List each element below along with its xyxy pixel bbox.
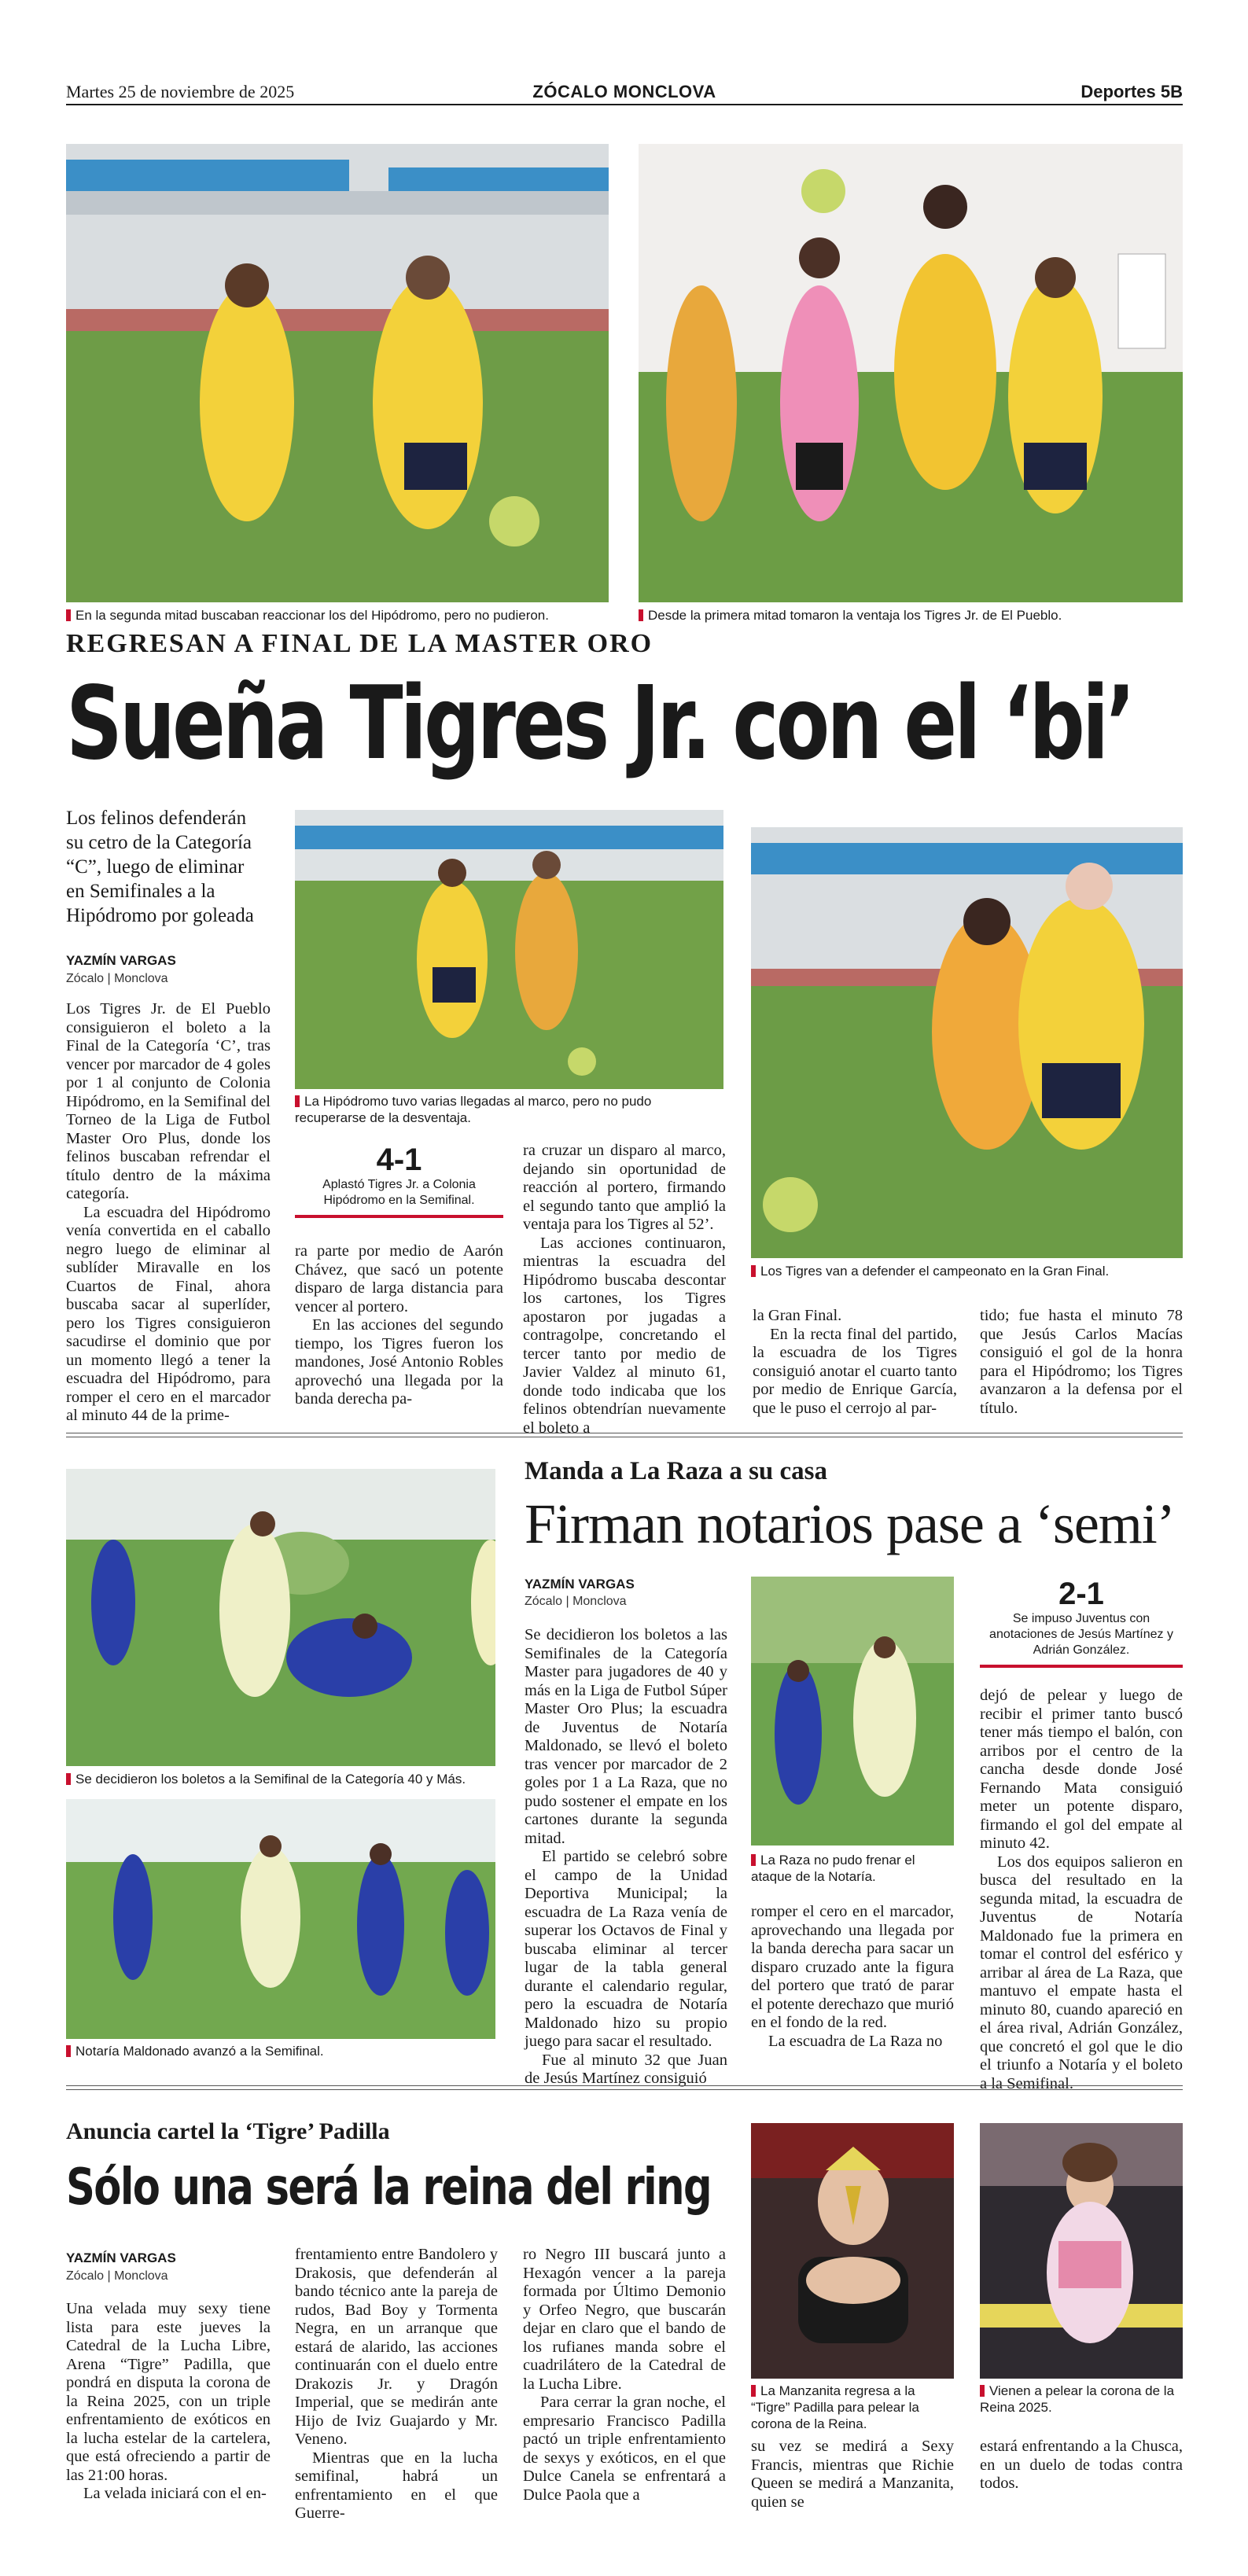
article-deck: Los felinos defenderán su cetro de la Categoría “C”, luego de eliminar en Semifinales a la Hipódromo por goleada [66, 808, 254, 926]
photo-caption [639, 607, 1183, 624]
photo-wrestler-2 [980, 2123, 1183, 2379]
paragraph: frentamiento entre Bandolero y Drakosis, que defenderán al bando técnico ante la pareja de rudos, Bad Boy y Tormenta Negra, en un arranque que estará de alarido, las acciones continuarán con el duelo entre Drakozis Jr. y Dragón Imperial, que se medirán ante Hijo de Iviz Guajardo y Mr. Veneno. [295, 2246, 498, 2448]
byline-source: Zócalo | Monclova [66, 972, 168, 985]
article-column [753, 1307, 957, 1418]
caption-marker [66, 609, 71, 621]
article-column [295, 1242, 503, 1409]
section-divider [66, 2085, 1183, 2090]
photo-soccer-7 [751, 1577, 954, 1846]
caption-marker [66, 2045, 71, 2057]
caption-text: Los Tigres van a defender el campeonato en la Gran Final. [760, 1264, 1110, 1279]
caption-text: La Hipódromo tuvo varias llegadas al marco, pero no pudo recuperarse de la desventaja. [295, 1094, 652, 1125]
photo-wrestler-1 [751, 2123, 954, 2379]
score-box [980, 1577, 1183, 1668]
photo-soccer-3 [295, 810, 723, 1089]
caption-text: Se decidieron los boletos a la Semifinal de la Categoría 40 y Más. [75, 1772, 466, 1787]
byline: YAZMÍN VARGAS [66, 953, 176, 968]
caption-marker [295, 1095, 300, 1107]
paragraph: Una velada muy sexy tiene lista para este jueves la Catedral de la Lucha Libre, Arena “Tigre” Padilla, que pondrá en disputa la corona de la Reina 2025, con un triple enfrentamiento de exóticos en la lucha estelar de la cartelera, que está ofreciendo a partir de las 21:00 horas. [66, 2300, 271, 2484]
paragraph: estará enfrentando a la Chusca, en un duelo de todas contra todos. [980, 2438, 1183, 2492]
article-kicker: REGRESAN A FINAL DE LA MASTER ORO [66, 629, 653, 658]
paragraph: ra parte por medio de Aarón Chávez, que sacó un potente disparo de larga distancia para vencer al portero. [295, 1242, 503, 1316]
photo-soccer-6 [66, 1799, 495, 2039]
score-value: 2-1 [1058, 1577, 1104, 1611]
paragraph: Se decidieron los boletos a las Semifinales de la Categoría Master para jugadores de 40 y más en la Liga de Futbol Súper Master Oro Plus; la escuadra de Juventus de Notaría Maldonado, se llevó el boleto tras vencer por marcador de 2 goles por 1 a La Raza, que no pudo sostener el empate en los cartones durante la segunda mitad. [525, 1626, 727, 1847]
article-headline: Sueña Tigres Jr. con el ‘bi’ [66, 665, 1133, 782]
article-kicker: Manda a La Raza a su casa [525, 1457, 828, 1485]
paragraph: Las acciones continuaron, mientras la escuadra del Hipódromo buscaba descontar los cartones, los Tigres apostaron por jugadas a contragolpe, concretando el tercer tanto por medio de Javier Valdez al minuto 61, donde todo indicaba que los felinos obtendrían nuevamente el boleto a [523, 1234, 726, 1437]
section-divider [66, 1433, 1183, 1437]
paragraph: En las acciones del segundo tiempo, los Tigres fueron los mandones, José Antonio Robles aprovechó una llegada por la banda derecha pa- [295, 1316, 503, 1408]
photo-caption [751, 1852, 954, 1885]
caption-text: Vienen a pelear la corona de la Reina 2025. [980, 2383, 1175, 2415]
paragraph: ro Negro III buscará junto a Hexagón vencer a la pareja formada por Último Demonio y Orfeo Negro, que buscarán dejar en claro que el bando de los rufianes manda sobre el cuadrilátero de la Catedral de la Lucha Libre. [523, 2246, 726, 2393]
caption-marker [751, 2385, 756, 2397]
page-header [66, 79, 1183, 105]
photo-soccer-1 [66, 144, 609, 602]
paragraph: tido; fue hasta el minuto 78 que Jesús Carlos Macías consiguió el gol de la honra para el Hipódromo; los Tigres avanzaron a la defensa por el título. [980, 1307, 1183, 1417]
article-column [66, 2300, 271, 2504]
paragraph: ra cruzar un disparo al marco, dejando sin oportunidad de reacción al portero, firmando el segundo tanto que amplió la ventaja para los Tigres al 52’. [523, 1142, 726, 1233]
caption-text: La Manzanita regresa a la “Tigre” Padilla para pelear la corona de la Reina. [751, 2383, 919, 2431]
article-column [980, 1687, 1183, 2093]
byline-source: Zócalo | Monclova [525, 1595, 627, 1608]
publication-name: ZÓCALO MONCLOVA [532, 82, 716, 101]
paragraph: Fue al minuto 32 que Juan de Jesús Martínez consiguió [525, 2051, 727, 2087]
paragraph: La escuadra del Hipódromo venía convertida en el caballo negro luego de eliminar al sublíder Miravalle en los Cuartos de Final, ahora buscaba sacar al superlíder, pero los Tigres consiguieron sacudirse el dominio que por un momento llegó a tener la escuadra del Hipódromo, para romper el cero en el marcador al minuto 44 de la prime- [66, 1203, 271, 1424]
article-column [751, 1903, 954, 2051]
paragraph: dejó de pelear y luego de recibir el primer tanto buscó tener más tiempo el balón, con arribos por el centro de la cancha desde donde José Fernando Mata consiguió meter un potente disparo, firmando el gol del empate al minuto 42. [980, 1687, 1183, 1852]
paragraph: Los dos equipos salieron en busca del resultado en la segunda mitad, la escuadra de Juventus de Notaría Maldonado fue la primera en tomar el control del esférico y arribar al área de La Raza, que mantuvo el empate hasta el minuto 80, cuando apareció en el área rival, Adrián González, que concretó el gol que le dio el triunfo a Notaría y el boleto a la Semifinal. [980, 1853, 1183, 2092]
caption-marker [980, 2385, 985, 2397]
article-column [980, 2438, 1183, 2493]
paragraph: La escuadra de La Raza no [768, 2032, 943, 2050]
photo-soccer-5 [66, 1469, 495, 1766]
byline-source: Zócalo | Monclova [66, 2269, 168, 2283]
score-description: Aplastó Tigres Jr. a Colonia Hipódromo en la Semifinal. [322, 1178, 476, 1207]
article-kicker: Anuncia cartel la ‘Tigre’ Padilla [66, 2118, 390, 2144]
caption-text: La Raza no pudo frenar el ataque de la Notaría. [751, 1853, 915, 1884]
caption-marker [751, 1265, 756, 1277]
article-column [980, 1307, 1183, 1418]
article-column [295, 2246, 498, 2523]
photo-caption [751, 1263, 1183, 1279]
article-column [66, 1000, 271, 1426]
photo-caption [66, 607, 609, 624]
byline: YAZMÍN VARGAS [525, 1577, 635, 1592]
score-description: Se impuso Juventus con anotaciones de Jesús Martínez y Adrián González. [989, 1612, 1173, 1657]
paragraph: romper el cero en el marcador, aprovechando una llegada por la banda derecha para sacar un disparo cruzado ante la figura del portero que trató de parar el potente derechazo que murió en el fondo de la red. [751, 1903, 954, 2031]
article-column [523, 2246, 726, 2504]
score-rule [980, 1665, 1183, 1668]
caption-marker [639, 609, 643, 621]
issue-date: Martes 25 de noviembre de 2025 [66, 82, 295, 101]
photo-soccer-4 [751, 827, 1183, 1258]
paragraph: Para cerrar la gran noche, el empresario Francisco Padilla pactó un triple enfrentamiento de sexys y exóticos, en el que Dulce Canela se enfrentará a Dulce Paola que a [523, 2394, 726, 2504]
paragraph: En la recta final del partido, la escuadra de los Tigres consiguió anotar el cuarto tanto por medio de Enrique García, que le puso el cerrojo al par- [753, 1325, 957, 1417]
photo-caption [751, 2383, 954, 2432]
photo-caption [66, 1771, 495, 1787]
byline: YAZMÍN VARGAS [66, 2250, 176, 2265]
paragraph: su vez se medirá a Sexy Francis, mientras que Richie Queen se medirá a Manzanita, quien se [751, 2438, 954, 2511]
paragraph: El partido se celebró sobre el campo de la Unidad Deportiva Municipal; la escuadra de La Raza venía de superar los Octavos de Final y buscaba eliminar al tercer lugar de la tabla general durante el calendario regular, pero la escuadra de Notaría Maldonado hizo su propio juego para sacar el resultado. [525, 1848, 727, 2050]
photo-caption [980, 2383, 1183, 2416]
photo-soccer-2 [639, 144, 1183, 602]
article-headline: Sólo una será la reina del ring [66, 2158, 712, 2217]
score-rule [295, 1215, 503, 1218]
article-column [525, 1626, 727, 2088]
score-box [295, 1143, 503, 1218]
photo-caption [66, 2043, 495, 2059]
section-page: Deportes 5B [1080, 82, 1183, 101]
photo-caption [295, 1093, 723, 1126]
article-column [523, 1142, 726, 1437]
caption-text: Notaría Maldonado avanzó a la Semifinal. [75, 2044, 324, 2059]
caption-marker [66, 1773, 71, 1785]
score-value: 4-1 [376, 1143, 422, 1177]
caption-marker [751, 1854, 756, 1866]
paragraph: La velada iniciará con el en- [83, 2485, 267, 2502]
caption-text: En la segunda mitad buscaban reaccionar los del Hipódromo, pero no pudieron. [75, 608, 549, 623]
article-column [751, 2438, 954, 2512]
paragraph: Mientras que en la lucha semifinal, habrá un enfrentamiento en el que Guerre- [295, 2449, 498, 2522]
caption-text: Desde la primera mitad tomaron la ventaja los Tigres Jr. de El Pueblo. [648, 608, 1062, 623]
paragraph: la Gran Final. [753, 1307, 842, 1324]
paragraph: Los Tigres Jr. de El Pueblo consiguieron el boleto a la Final de la Categoría ‘C’, tras vencer por marcador de 4 goles por 1 al conjunto de Colonia Hipódromo, en la Semifinal del Torneo de la Liga de Futbol Master Oro Plus, donde los felinos buscaban refrendar el título dentro de la máxima categoría. [66, 1000, 271, 1202]
article-headline: Firman notarios pase a ‘semi’ [525, 1492, 1175, 1555]
